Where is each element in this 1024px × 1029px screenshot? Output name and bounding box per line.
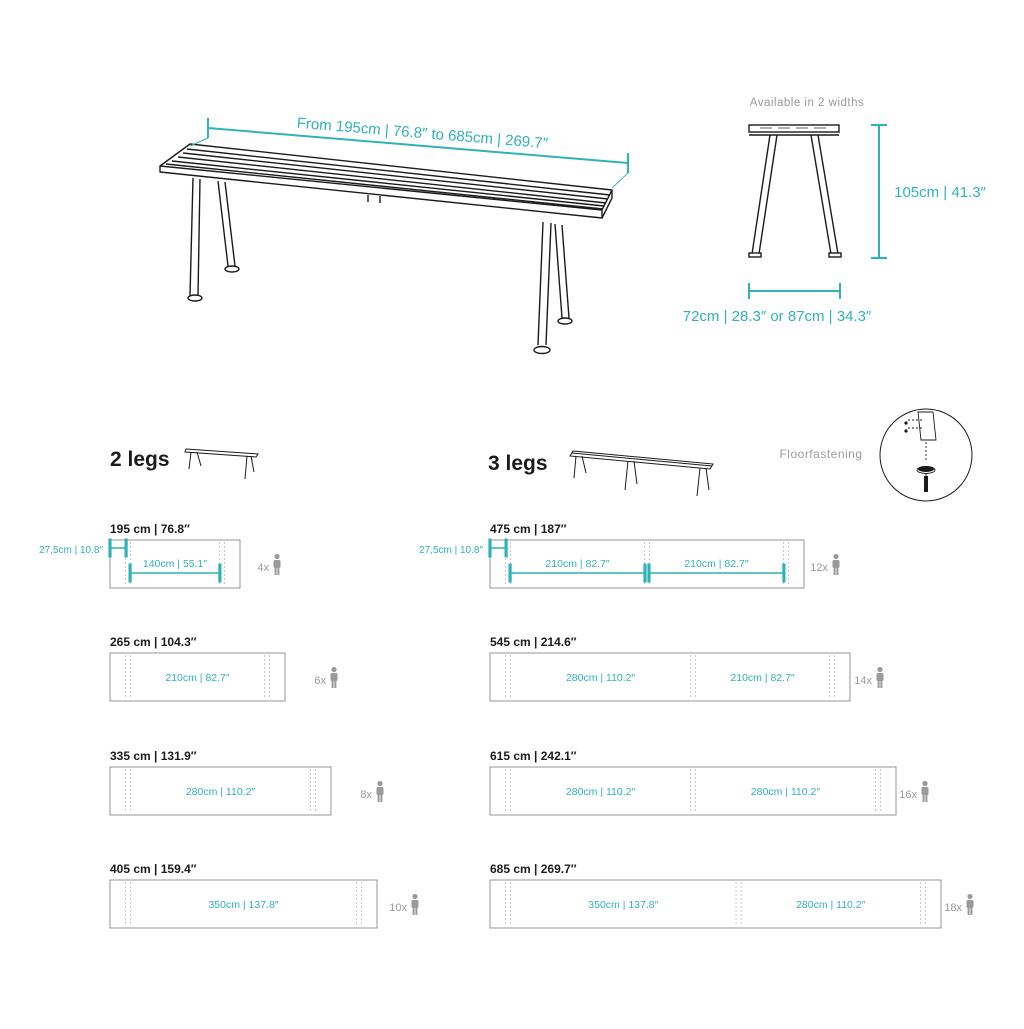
configuration-total-length: 475 cm | 187″ — [490, 522, 567, 536]
height-dimension — [871, 125, 987, 258]
person-icon — [377, 781, 384, 802]
configuration-grid — [39, 522, 973, 928]
configuration-row — [419, 522, 839, 588]
seat-count: 6x — [314, 675, 326, 687]
bench-top-plan — [490, 653, 850, 701]
configuration-row — [110, 862, 419, 928]
segment-dimension-label: 210cm | 82.7″ — [730, 672, 795, 684]
mini-bench-3-legs-icon — [570, 451, 713, 496]
widths-note: Available in 2 widths — [749, 97, 865, 109]
mini-bench-2-legs-icon — [185, 449, 258, 479]
offset-dimension-label: 27,5cm | 10.8″ — [419, 545, 483, 556]
seat-count: 8x — [360, 789, 372, 801]
configuration-total-length: 195 cm | 76.8″ — [110, 522, 190, 536]
configuration-row — [110, 749, 384, 815]
segment-dimension-label: 280cm | 110.2″ — [796, 899, 866, 911]
segment-dimension-label: 280cm | 110.2″ — [565, 786, 636, 798]
seat-count: 10x — [389, 902, 407, 914]
configuration-total-length: 615 cm | 242.1″ — [490, 749, 577, 763]
person-icon — [922, 781, 929, 802]
person-icon — [833, 554, 840, 575]
configuration-row — [490, 635, 884, 701]
group-title-3-legs: 3 legs — [488, 452, 548, 475]
configuration-row — [490, 749, 929, 815]
configuration-total-length: 335 cm | 131.9″ — [110, 749, 197, 763]
height-dimension-label: 105cm | 41.3″ — [894, 184, 986, 201]
bench-top-plan — [490, 767, 896, 815]
seat-count: 18x — [944, 902, 962, 914]
width-dimension — [683, 283, 872, 325]
configuration-total-length: 405 cm | 159.4″ — [110, 862, 197, 876]
configuration-total-length: 545 cm | 214.6″ — [490, 635, 577, 649]
segment-dimension-label: 280cm | 110.2″ — [565, 672, 636, 684]
person-icon — [967, 894, 974, 915]
person-icon — [412, 894, 419, 915]
segment-dimension-label: 210cm | 82.7″ — [165, 672, 230, 684]
segment-dimension-label: 350cm | 137.8″ — [588, 899, 659, 911]
segment-dimension-label: 350cm | 137.8″ — [208, 899, 279, 911]
configuration-total-length: 265 cm | 104.3″ — [110, 635, 197, 649]
configuration-row — [110, 635, 338, 701]
segment-dimension-label: 280cm | 110.2″ — [185, 786, 256, 798]
width-dimension-label: 72cm | 28.3″ or 87cm | 34.3″ — [682, 308, 872, 325]
seat-count: 12x — [810, 562, 828, 574]
bench-end-view-illustration — [749, 125, 841, 257]
length-dimension-label: From 195cm | 76.8″ to 685cm | 269.7″ — [296, 114, 549, 153]
segment-dimension-label: 280cm | 110.2″ — [750, 786, 821, 798]
segment-dimension-label: 210cm | 82.7″ — [545, 558, 610, 570]
configuration-total-length: 685 cm | 269.7″ — [490, 862, 577, 876]
person-icon — [331, 667, 338, 688]
person-icon — [877, 667, 884, 688]
seat-count: 4x — [257, 562, 269, 574]
segment-dimension-label: 140cm | 55.1″ — [142, 558, 208, 570]
bench-top-plan — [490, 880, 941, 928]
segment-dimension-label: 210cm | 82.7″ — [684, 558, 749, 570]
seat-count: 16x — [899, 789, 917, 801]
floor-fastening-label: Floorfastening — [779, 447, 863, 461]
offset-dimension-label: 27,5cm | 10.8″ — [39, 545, 103, 556]
floor-anchor-detail-icon — [880, 409, 972, 501]
bench-perspective-illustration — [160, 144, 612, 354]
bench-top-plan — [490, 540, 804, 588]
group-title-2-legs: 2 legs — [110, 448, 170, 471]
configuration-row — [490, 862, 974, 928]
seat-count: 14x — [854, 675, 872, 687]
configuration-row — [39, 522, 280, 588]
person-icon — [274, 554, 281, 575]
